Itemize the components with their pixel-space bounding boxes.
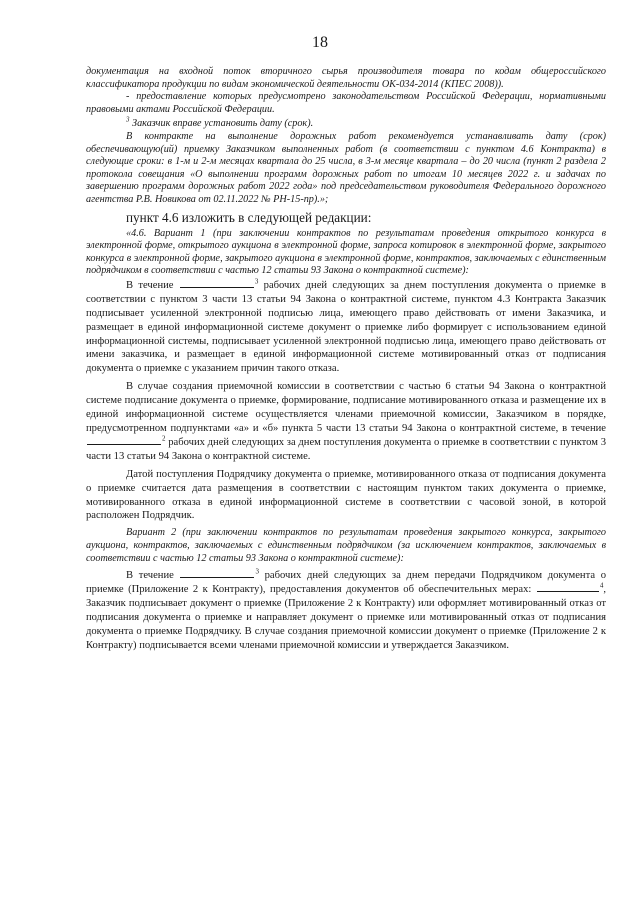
intro-paragraph-2: - предоставление которых предусмотрено законодательством Российской Федерации, нормативными правовыми актами Российской Федерации. (86, 91, 606, 115)
v1p2-mark: 2 (162, 434, 166, 443)
v2p1-mid: рабочих дней следующих за днем передачи Подрядчиком документа о приемке (Приложение 2 к Контракту), предоставления документов об обеспечительных мерах: (86, 570, 606, 595)
intro-paragraph-1: документация на входной поток вторичного сырья производителя товара по кодам общероссийского классификатора продукции по видам экономической деятельности ОК-034-2014 (КПЕС 2008)). (86, 66, 606, 90)
blank-field (537, 583, 599, 592)
v2p1-mark2: 4 (599, 581, 604, 590)
variant1-paragraph-3: Датой поступления Подрядчику документа о приемке, мотивированного отказа от подписания документа о приемке считается дата размещения в соответствии с настоящим пунктом таких документа о приемке, мотивированного отказа в единой информационной системе в соответствии с часовой зоной, в которой расположен Подрядчик. (86, 468, 606, 522)
intro-paragraph-3: В контракте на выполнение дорожных работ рекомендуется устанавливать дату (срок) обеспечивающую(ий) приемку Заказчиком выполненных работ (в соответствии с пунктом 4.6 Контракта) в следующие сроки: в 1-м и 2-м месяцах квартала до 25 числа, в 3-м месяце квартала – до 20 числа (пункт 2 раздела 2 протокола совещания «О выполнении программ дорожных работ по итогам 10 месяцев 2022 г. и задачах по завершению программ дорожных работ 2022 года» под председательством руководителя Федерального дорожного агентства Р.В. Новикова от 02.11.2022 № РН-15-пр).»; (86, 130, 606, 205)
section-heading: пункт 4.6 изложить в следующей редакции: (126, 209, 372, 225)
page-number: 18 (312, 34, 328, 51)
v1p2-rest: рабочих дней следующих за днем поступления документа о приемке в соответствии с пунктом 3 части 13 статьи 94 Закона о контрактной системе. (86, 436, 606, 462)
blank-field (87, 436, 161, 445)
v2p1-mark: 3 (255, 567, 259, 576)
variant2-title: Вариант 2 (при заключении контрактов по результатам проведения закрытого конкурса, закрытого аукциона, контрактов, заключаемых с единственным подрядчиком (за исключением контрактов, заключаемых в соответствии с частью 12 статьи 93 Закона о контрактной системе): (86, 527, 606, 564)
v1p1-rest: рабочих дней следующих за днем поступления документа о приемке в соответствии с пунктом 3 части 13 статьи 94 Закона о контрактной системе, пунктом 4.3 Контракта Заказчик подписывает усиленной электронной подписью лица, имеющего право действовать от имени Заказчика, и размещает в единой информационной системе документ о приемке либо формирует с использованием единой информационной системы, подписывает усиленной электронной подписью лица, имеющего право действовать от имени заказчика, и размещает в единой информационной системе мотивированный отказ от подписания документа о приемке с указанием причин такого отказа. (86, 279, 607, 375)
footnote-text: Заказчик вправе установить дату (срок). (132, 118, 314, 130)
v1p2-start: В случае создания приемочной комиссии в соответствии с частью 6 статьи 94 Закона о контрактной системе подписание документа о приемке, формирование, подписание мотивированного отказа и размещение их в единой информационной системе осуществляется членами приемочной комиссии, Заказчиком в порядке, предусмотренном подпунктами «а» и «б» пункта 5 части 13 статьи 94 Закона о контрактной системе, в течение (86, 381, 606, 434)
v2p1-rest: , Заказчик подписывает документ о приемке (Приложение 2 к Контракту) или оформляет мотивированный отказ от подписания документа о приемке и направляет документ о приемке или мотивированный отказ от подписания документа о приемке Подрядчику. В случае создания приемочной комиссии документ о приемке (Приложение 2 к Контракту) подписывается всеми членами приемочной комиссии и утверждается Заказчиком. (86, 584, 606, 651)
v1p1-start: В течение (126, 279, 174, 291)
v1p1-mark: 3 (254, 277, 259, 286)
variant1-paragraph-2 (86, 380, 606, 463)
blank-field (180, 569, 254, 578)
variant2-paragraph-1 (86, 569, 606, 652)
document-body (86, 66, 606, 653)
blank-field (180, 279, 254, 288)
variant1-paragraph-1 (86, 279, 606, 376)
footnote-mark: 3 (126, 115, 130, 124)
variant1-title: «4.6. Вариант 1 (при заключении контрактов по результатам проведения открытого конкурса в электронной форме, открытого аукциона в электронной форме, запроса котировок в электронной форме, закрытого конкурса в электронной форме, закрытого аукциона в электронной форме, контрактов, заключаемых с единственным подрядчиком в соответствии с частью 12 статьи 93 Закона о контрактной системе): (86, 227, 606, 277)
v2p1-start: В течение (126, 570, 174, 582)
footnote (86, 115, 606, 131)
